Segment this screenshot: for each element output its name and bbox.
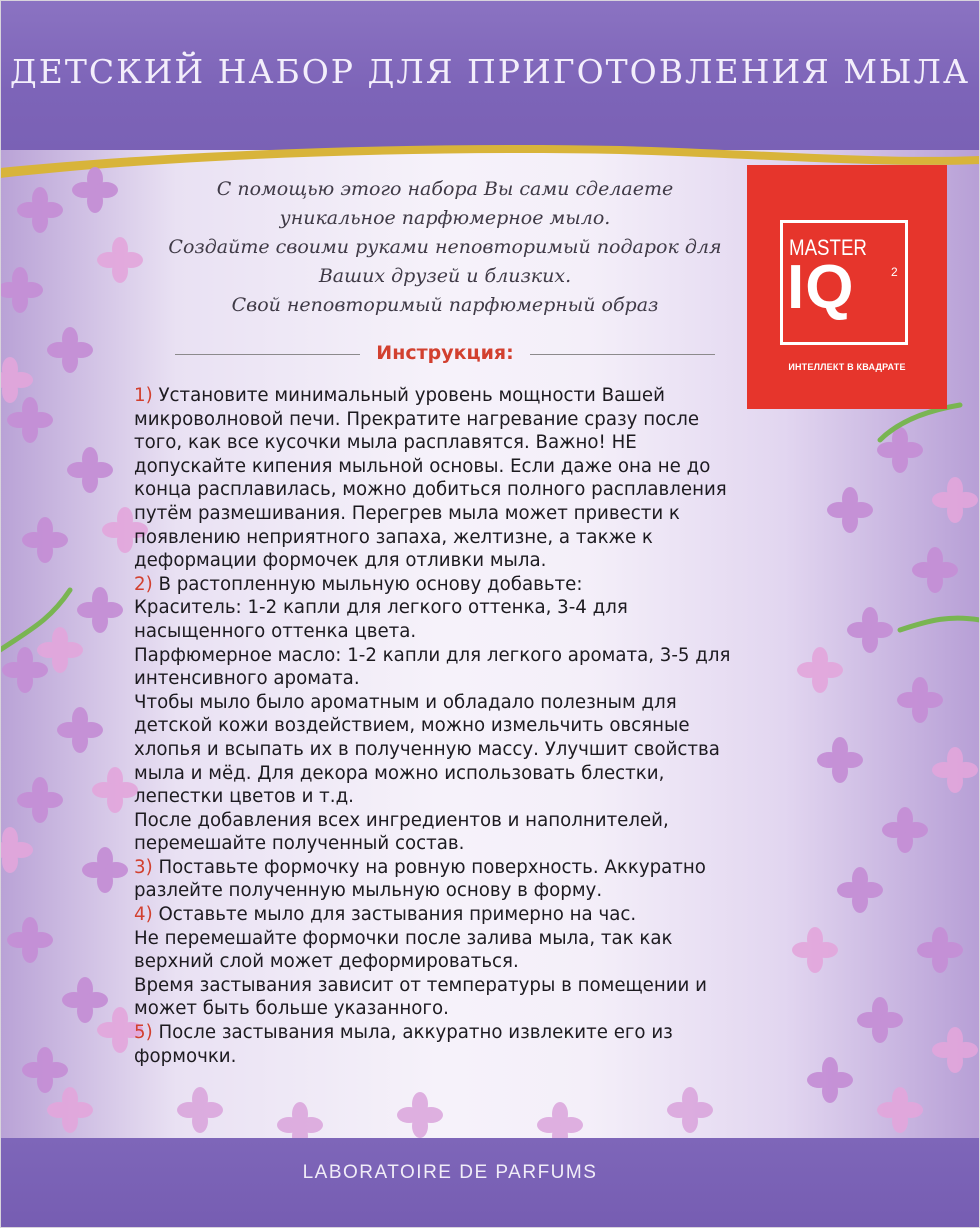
instruction-line bbox=[134, 478, 814, 502]
instruction-text: Краситель: 1-2 капли для легкого оттенка, 3-4 для bbox=[134, 597, 628, 619]
divider-right bbox=[530, 354, 715, 355]
instruction-text: После добавления всех ингредиентов и наполнителей, bbox=[134, 809, 669, 831]
instruction-text: формочки. bbox=[134, 1045, 237, 1067]
instruction-line bbox=[134, 1021, 814, 1045]
instruction-text: конца расплавилась, можно добиться полного расплавления bbox=[134, 479, 727, 501]
instruction-line bbox=[134, 431, 814, 455]
instruction-line bbox=[134, 879, 814, 903]
instruction-line bbox=[134, 950, 814, 974]
instruction-line bbox=[134, 644, 814, 668]
intro-text bbox=[150, 175, 740, 320]
instruction-line bbox=[134, 526, 814, 550]
instruction-line bbox=[134, 832, 814, 856]
instruction-line bbox=[134, 785, 814, 809]
step-number: 1) bbox=[134, 385, 153, 406]
instruction-line bbox=[134, 903, 814, 927]
intro-line: уникальное парфюмерное мыло. bbox=[279, 207, 611, 229]
logo-iq-text: IQ bbox=[787, 253, 855, 322]
instruction-line bbox=[134, 502, 814, 526]
instruction-line bbox=[134, 691, 814, 715]
intro-line: Ваших друзей и близких. bbox=[318, 265, 572, 287]
instruction-line bbox=[134, 667, 814, 691]
instruction-line bbox=[134, 408, 814, 432]
instruction-text: мыла и мёд. Для декора можно использовать блестки, bbox=[134, 762, 665, 784]
instruction-text: деформации формочек для отливки мыла. bbox=[134, 550, 547, 572]
instruction-text: В растопленную мыльную основу добавьте: bbox=[152, 573, 583, 595]
instruction-line bbox=[134, 455, 814, 479]
instruction-text: микроволновой печи. Прекратите нагревание сразу после bbox=[134, 408, 700, 430]
instruction-text: Оставьте мыло для застывания примерно на час. bbox=[152, 904, 637, 926]
instruction-line bbox=[134, 384, 814, 408]
instruction-line bbox=[134, 596, 814, 620]
instruction-text: Поставьте формочку на ровную поверхность. Аккуратно bbox=[152, 856, 706, 878]
instruction-text: Установите минимальный уровень мощности Вашей bbox=[152, 385, 665, 406]
instruction-text: Чтобы мыло было ароматным и обладало полезным для bbox=[134, 691, 677, 713]
instruction-text: верхний слой может деформироваться. bbox=[134, 951, 519, 973]
instruction-line bbox=[134, 974, 814, 998]
instruction-line bbox=[134, 927, 814, 951]
instruction-text: Не перемешайте формочки после залива мыла, так как bbox=[134, 927, 673, 949]
step-number: 5) bbox=[134, 1022, 153, 1044]
instruction-text: Парфюмерное масло: 1-2 капли для легкого аромата, 3-5 для bbox=[134, 644, 731, 666]
instruction-text: насыщенного оттенка цвета. bbox=[134, 620, 417, 642]
instruction-text: разлейте полученную мыльную основу в форму. bbox=[134, 880, 603, 902]
master-iq-logo bbox=[747, 165, 947, 409]
step-number: 4) bbox=[134, 904, 153, 926]
instruction-line bbox=[134, 549, 814, 573]
instruction-text: может быть больше указанного. bbox=[134, 998, 449, 1020]
logo-master-text: MASTER bbox=[789, 235, 867, 260]
intro-line: Создайте своими руками неповторимый подарок для bbox=[168, 236, 722, 258]
instruction-line bbox=[134, 762, 814, 786]
instruction-line bbox=[134, 809, 814, 833]
logo-tagline: ИНТЕЛЛЕКТ В КВАДРАТЕ bbox=[788, 362, 906, 372]
instruction-line bbox=[134, 738, 814, 762]
instruction-text: детской кожи воздействием, можно измельчить овсяные bbox=[134, 715, 690, 737]
instruction-text: того, как все кусочки мыла расплавятся. Важно! НЕ bbox=[134, 432, 637, 454]
instruction-text: перемешайте полученный состав. bbox=[134, 833, 465, 855]
instruction-text: Время застывания зависит от температуры в помещении и bbox=[134, 974, 707, 996]
instruction-text: появлению неприятного запаха, желтизне, а также к bbox=[134, 526, 653, 548]
instruction-line bbox=[134, 997, 814, 1021]
instructions-heading-row bbox=[175, 340, 715, 368]
footer-band bbox=[0, 1138, 980, 1228]
intro-line: С помощью этого набора Вы сами сделаете bbox=[216, 178, 674, 200]
step-number: 2) bbox=[134, 573, 153, 595]
instruction-line bbox=[134, 856, 814, 880]
instruction-line bbox=[134, 714, 814, 738]
logo-superscript: 2 bbox=[891, 265, 898, 279]
instruction-text: допускайте кипения мыльной основы. Если даже она не до bbox=[134, 455, 711, 477]
instruction-text: хлопья и всыпать их в полученную массу. Улучшит свойства bbox=[134, 738, 720, 760]
instruction-line bbox=[134, 573, 814, 597]
instruction-text: путём размешивания. Перегрев мыла может привести к bbox=[134, 502, 680, 524]
instruction-text: После застывания мыла, аккуратно извлеките его из bbox=[152, 1022, 673, 1044]
step-number: 3) bbox=[134, 856, 153, 878]
instruction-line bbox=[134, 1045, 814, 1069]
instructions-body bbox=[134, 384, 814, 1068]
intro-line: Свой неповторимый парфюмерный образ bbox=[231, 294, 659, 316]
instruction-line bbox=[134, 620, 814, 644]
footer-brand-text: LABORATOIRE DE PARFUMS bbox=[302, 1162, 598, 1183]
instruction-text: интенсивного аромата. bbox=[134, 668, 360, 690]
instruction-text: лепестки цветов и т.д. bbox=[134, 786, 354, 808]
page-title: ДЕТСКИЙ НАБОР ДЛЯ ПРИГОТОВЛЕНИЯ МЫЛА bbox=[9, 52, 971, 91]
instructions-heading: Инструкция: bbox=[376, 342, 514, 364]
